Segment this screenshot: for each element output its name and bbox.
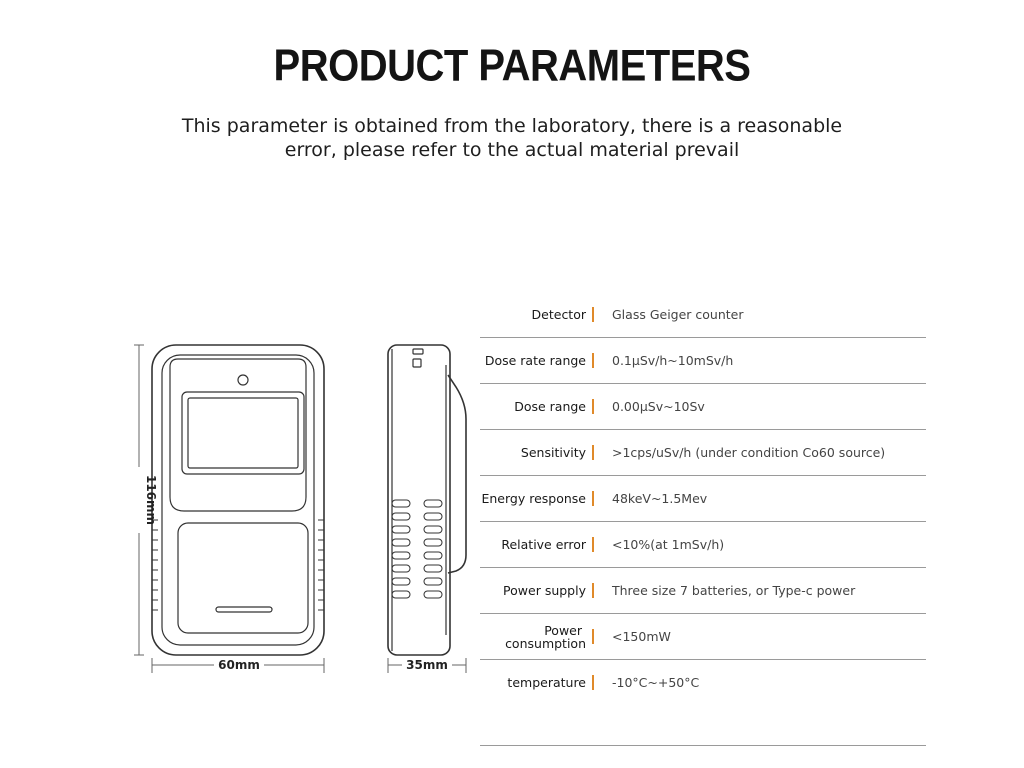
param-value: <150mW <box>612 629 671 644</box>
param-row-detector <box>480 292 926 338</box>
height-dimension <box>134 345 144 655</box>
param-row-power-consumption <box>480 614 926 660</box>
param-label: Detector <box>531 307 586 322</box>
slot-mark <box>216 607 272 612</box>
param-row-sensitivity <box>480 430 926 476</box>
param-label: temperature <box>507 675 586 690</box>
param-value: 0.1μSv/h~10mSv/h <box>612 353 734 368</box>
param-label-line-2: consumption <box>505 635 586 651</box>
accent-bar <box>592 353 594 368</box>
param-label: Dose rate range <box>484 353 586 368</box>
accent-bar <box>592 491 594 506</box>
param-row-dose-rate-range <box>480 338 926 384</box>
param-row-relative-error <box>480 522 926 568</box>
page-subtitle <box>0 114 1024 162</box>
param-row-power-supply <box>480 568 926 614</box>
screen-outline <box>182 392 304 474</box>
param-value: <10%(at 1mSv/h) <box>612 537 725 552</box>
accent-bar <box>592 629 594 644</box>
height-label: 116mm <box>144 474 158 526</box>
param-value: Three size 7 batteries, or Type-c power <box>612 583 856 598</box>
table-bottom-rule <box>480 745 926 746</box>
page-title: PRODUCT PARAMETERS <box>273 41 751 91</box>
param-value: 48keV~1.5Mev <box>612 491 708 506</box>
param-label: Dose range <box>514 399 586 414</box>
param-label-line-1: Power <box>544 622 582 638</box>
accent-bar <box>592 537 594 552</box>
param-row-energy-response <box>480 476 926 522</box>
param-value: >1cps/uSv/h (under condition Co60 source) <box>612 445 886 460</box>
button-panel <box>178 523 308 633</box>
device-dimension-diagram <box>130 335 470 685</box>
subtitle-line-1: This parameter is obtained from the laboratory, there is a reasonable <box>181 115 843 137</box>
accent-bar <box>592 445 594 460</box>
parameter-table <box>480 292 926 746</box>
subtitle-line-2: error, please refer to the actual material prevail <box>284 139 740 161</box>
param-row-temperature <box>480 660 926 705</box>
param-label: Relative error <box>501 537 586 552</box>
sensor-indicator-icon <box>238 375 248 385</box>
depth-label: 35mm <box>406 658 448 672</box>
param-row-dose-range <box>480 384 926 430</box>
param-label: Sensitivity <box>520 445 586 460</box>
accent-bar <box>592 399 594 414</box>
accent-bar <box>592 307 594 322</box>
param-label: Energy response <box>481 491 586 506</box>
param-value: Glass Geiger counter <box>612 307 744 322</box>
device-side-view <box>388 345 466 655</box>
param-label <box>480 624 586 650</box>
param-label: Power supply <box>503 583 586 598</box>
accent-bar <box>592 583 594 598</box>
param-value: 0.00μSv~10Sv <box>612 399 705 414</box>
device-front-view <box>152 345 324 655</box>
param-value: -10°C~+50°C <box>612 675 700 690</box>
width-label: 60mm <box>218 658 260 672</box>
accent-bar <box>592 675 594 690</box>
